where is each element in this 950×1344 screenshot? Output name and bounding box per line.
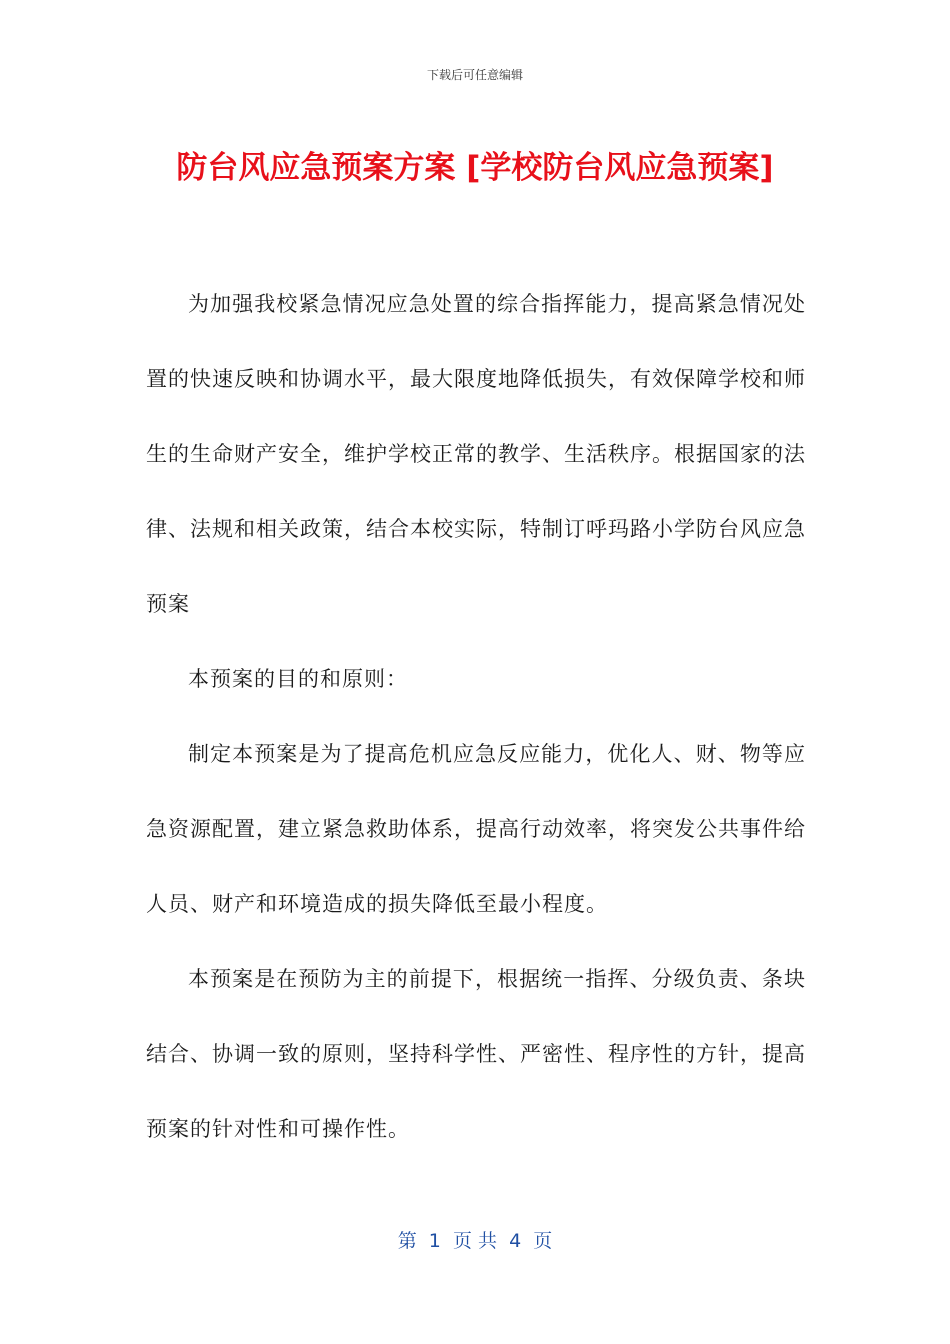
paragraph-purpose-heading: 本预案的目的和原则： — [188, 667, 408, 691]
document-body — [146, 267, 806, 1167]
document-title: 防台风应急预案方案 [学校防台风应急预案] — [176, 150, 774, 186]
paragraph-intro: 为加强我校紧急情况应急处置的综合指挥能力，提高紧急情况处置的快速反映和协调水平，最大限度地降低损失，有效保障学校和师生的生命财产安全，维护学校正常的教学、生活秩序。根据国家的法律、法规和相关政策，结合本校实际，特制订呼玛路小学防台风应急预案 — [146, 292, 806, 616]
page-number: 第 1 页 共 4 页 — [397, 1230, 553, 1252]
paragraph-principles: 本预案是在预防为主的前提下，根据统一指挥、分级负责、条块结合、协调一致的原则，坚持科学性、严密性、程序性的方针，提高预案的针对性和可操作性。 — [146, 967, 806, 1141]
paragraph-purpose: 制定本预案是为了提高危机应急反应能力，优化人、财、物等应急资源配置，建立紧急救助体系，提高行动效率，将突发公共事件给人员、财产和环境造成的损失降低至最小程度。 — [146, 742, 806, 916]
download-note: 下载后可任意编辑 — [426, 68, 523, 82]
